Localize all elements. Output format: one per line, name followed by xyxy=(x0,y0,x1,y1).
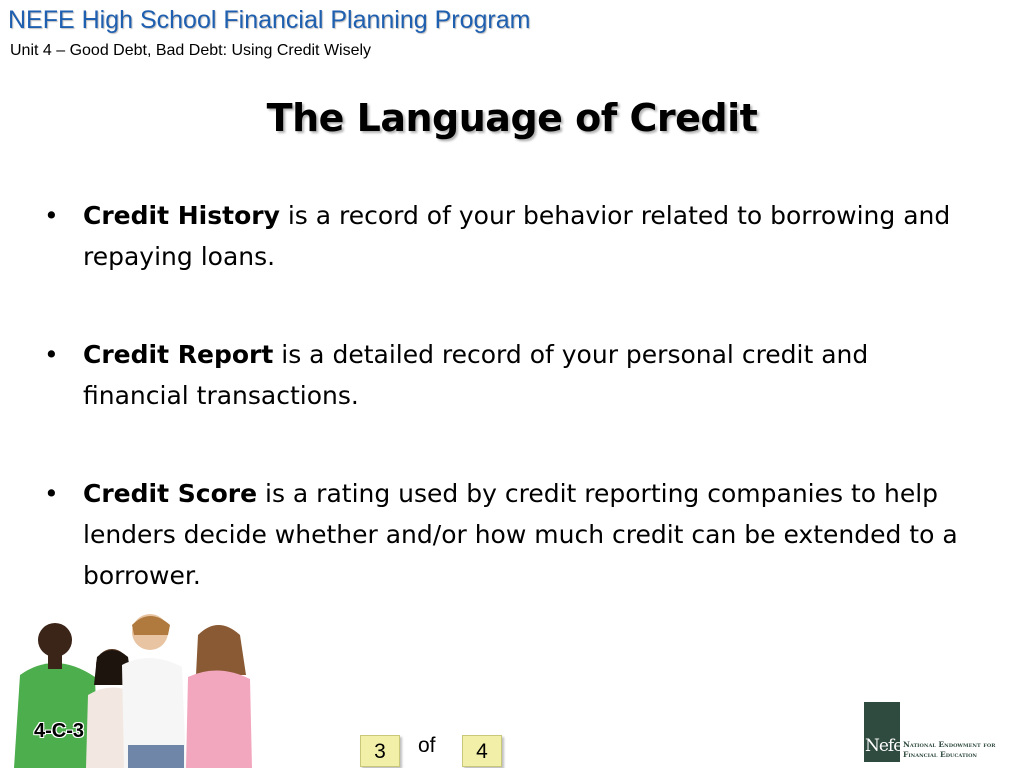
definition-credit-report xyxy=(40,334,980,416)
students-photo xyxy=(0,605,270,768)
bullet-icon: • xyxy=(44,479,59,508)
term-label: Credit Score xyxy=(83,479,258,508)
term-label: Credit History xyxy=(83,201,280,230)
nefe-logo xyxy=(863,700,1023,766)
logo-text-line2: Financial Education xyxy=(903,750,977,759)
current-page-number[interactable]: 3 xyxy=(360,735,400,767)
unit-subtitle: Unit 4 – Good Debt, Bad Debt: Using Credit Wisely xyxy=(10,42,372,59)
page-of-label: of xyxy=(418,734,436,757)
total-pages-number[interactable]: 4 xyxy=(462,735,502,767)
bullet-icon: • xyxy=(44,201,59,230)
definition-credit-score xyxy=(40,473,980,596)
logo-mark: Nefe xyxy=(865,736,903,756)
term-definition: is a rating used by credit reporting companies to help lenders decide whether and/or how much credit can be extended to a borrower. xyxy=(83,479,958,590)
definition-list xyxy=(40,195,980,653)
term-definition: is a record of your behavior related to borrowing and repaying loans. xyxy=(83,201,951,271)
bullet-icon: • xyxy=(44,340,59,369)
definition-credit-history xyxy=(40,195,980,277)
slide-code-label: 4-C-3 xyxy=(34,720,85,742)
term-definition: is a detailed record of your personal credit and financial transactions. xyxy=(83,340,869,410)
program-title: NEFE High School Financial Planning Program xyxy=(8,6,531,34)
logo-text-line1: National Endowment for xyxy=(903,740,996,749)
term-label: Credit Report xyxy=(83,340,274,369)
logo-text xyxy=(903,740,1021,760)
slide-title: The Language of Credit xyxy=(266,96,758,140)
